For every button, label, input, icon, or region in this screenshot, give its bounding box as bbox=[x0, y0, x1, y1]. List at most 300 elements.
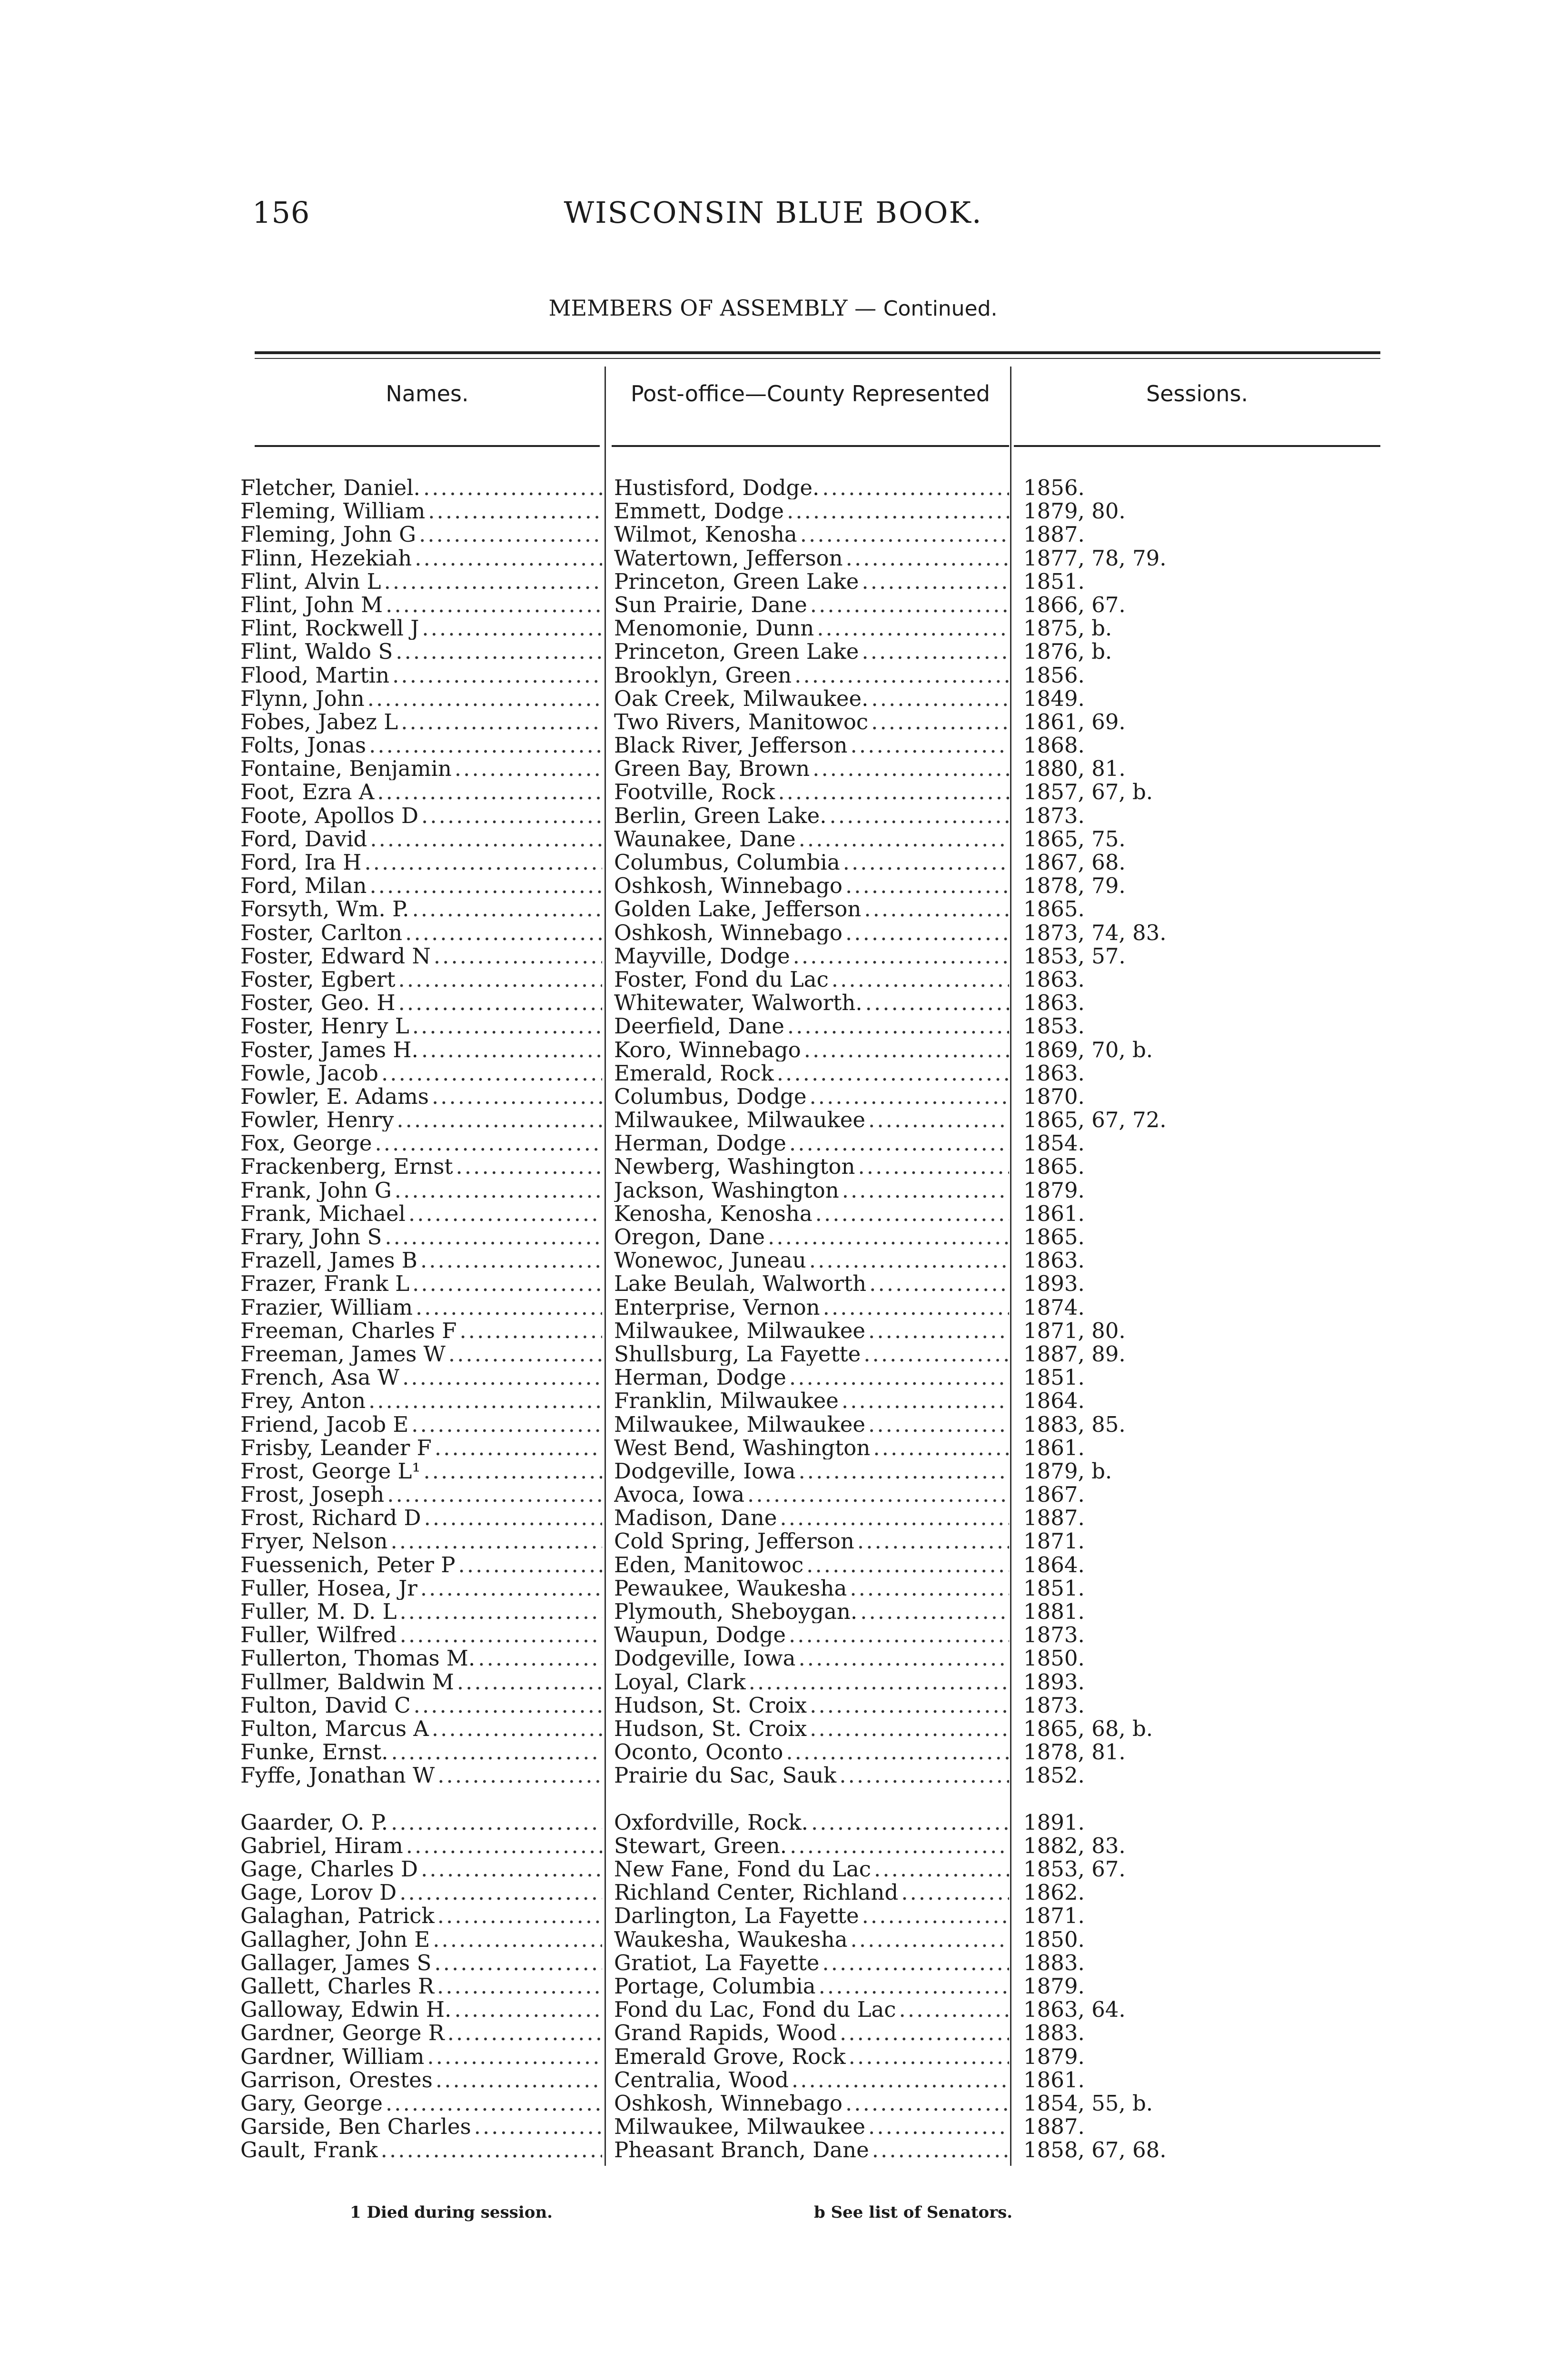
member-name-text: Funke, Ernst. bbox=[240, 1740, 388, 1764]
member-name-text: Fox, George bbox=[240, 1131, 372, 1155]
member-name bbox=[240, 921, 602, 944]
member-post-office bbox=[614, 944, 1009, 968]
member-name bbox=[240, 1038, 602, 1061]
member-name-text: Fowler, Henry bbox=[240, 1108, 394, 1132]
leader-dots bbox=[384, 570, 602, 593]
member-post-office-text: Oshkosh, Winnebago bbox=[614, 2091, 842, 2115]
column-header-names: Names. bbox=[386, 381, 469, 407]
member-name bbox=[240, 874, 602, 897]
member-post-office bbox=[614, 968, 1009, 991]
member-name-text: Frey, Anton bbox=[240, 1389, 366, 1413]
member-post-office-text: Hustisford, Dodge. bbox=[614, 476, 820, 500]
member-post-office-text: Kenosha, Kenosha bbox=[614, 1201, 813, 1225]
leader-dots bbox=[777, 1061, 1009, 1085]
member-post-office-text: Princeton, Green Lake bbox=[614, 640, 859, 664]
member-sessions: 1867, 68. bbox=[1023, 850, 1126, 875]
member-name-text: Flint, Alvin L bbox=[240, 569, 381, 593]
member-name-text: Folts, Jonas bbox=[240, 734, 367, 757]
member-name bbox=[240, 476, 602, 499]
leader-dots bbox=[863, 1342, 1009, 1366]
leader-dots bbox=[412, 897, 602, 921]
leader-dots bbox=[871, 710, 1009, 734]
member-post-office-text: Herman, Dodge bbox=[614, 1366, 786, 1389]
member-name-text: Fleming, John G bbox=[240, 523, 416, 546]
member-post-office-text: Oshkosh, Winnebago bbox=[614, 921, 842, 944]
member-post-office-text: Shullsburg, La Fayette bbox=[614, 1342, 861, 1366]
leader-dots bbox=[395, 1179, 602, 1202]
post-office-column bbox=[614, 476, 1009, 2162]
member-sessions: 1887. bbox=[1023, 522, 1085, 547]
member-name bbox=[240, 1740, 602, 1764]
leader-dots bbox=[798, 1646, 1009, 1670]
member-sessions: 1863, 64. bbox=[1023, 1997, 1126, 2023]
member-post-office-text: Stewart, Green. bbox=[614, 1834, 787, 1858]
member-name-text: Frazer, Frank L bbox=[240, 1272, 410, 1296]
leader-dots bbox=[819, 1974, 1009, 1998]
member-post-office-text: Sun Prairie, Dane bbox=[614, 593, 807, 617]
member-name bbox=[240, 851, 602, 874]
member-name bbox=[240, 1553, 602, 1577]
leader-dots bbox=[790, 1834, 1009, 1857]
member-name bbox=[240, 1764, 602, 1787]
member-name-text: Foster, Henry L bbox=[240, 1014, 409, 1038]
leader-dots bbox=[846, 546, 1009, 570]
leader-dots bbox=[749, 1670, 1009, 1694]
leader-dots bbox=[811, 1811, 1009, 1834]
section-title-text: MEMBERS OF ASSEMBLY — bbox=[548, 295, 877, 321]
member-name-text: Flint, Waldo S bbox=[240, 640, 393, 664]
leader-dots bbox=[800, 523, 1009, 546]
member-sessions: 1878, 81. bbox=[1023, 1739, 1126, 1765]
member-name bbox=[240, 1459, 602, 1483]
member-post-office bbox=[614, 1202, 1009, 1225]
leader-dots bbox=[865, 991, 1009, 1014]
member-name bbox=[240, 1951, 602, 1974]
member-sessions: 1881. bbox=[1023, 1599, 1085, 1624]
member-post-office-text: Dodgeville, Iowa bbox=[614, 1646, 796, 1670]
member-post-office-text: Milwaukee, Milwaukee bbox=[614, 1412, 866, 1436]
member-name bbox=[240, 1904, 602, 1927]
member-post-office-text: Grand Rapids, Wood bbox=[614, 2021, 837, 2045]
member-post-office bbox=[614, 1998, 1009, 2021]
leader-dots bbox=[406, 1834, 602, 1857]
leader-dots bbox=[367, 687, 602, 710]
member-name-text: Flint, John M bbox=[240, 593, 383, 617]
member-name bbox=[240, 734, 602, 757]
member-post-office bbox=[614, 2115, 1009, 2138]
leader-dots bbox=[845, 921, 1009, 944]
leader-dots bbox=[823, 1296, 1009, 1319]
member-sessions: 1887. bbox=[1023, 1505, 1085, 1531]
leader-dots bbox=[873, 1436, 1009, 1459]
member-post-office bbox=[614, 1857, 1009, 1881]
leader-dots bbox=[804, 1038, 1009, 1061]
member-name-text: Fullmer, Baldwin M bbox=[240, 1670, 454, 1694]
member-post-office-text: Emerald, Rock bbox=[614, 1061, 774, 1085]
member-post-office bbox=[614, 1506, 1009, 1529]
leader-dots bbox=[405, 921, 602, 944]
member-sessions: 1874. bbox=[1023, 1294, 1085, 1320]
member-post-office-text: Princeton, Green Lake bbox=[614, 569, 859, 593]
member-post-office bbox=[614, 1811, 1009, 1834]
member-sessions: 1879. bbox=[1023, 1973, 1085, 1999]
leader-dots bbox=[396, 1108, 602, 1131]
member-name bbox=[240, 1483, 602, 1506]
member-name-text: Frank, Michael bbox=[240, 1201, 406, 1225]
member-sessions: 1891. bbox=[1023, 1809, 1085, 1835]
member-post-office-text: New Fane, Fond du Lac bbox=[614, 1857, 871, 1881]
leader-dots bbox=[874, 1857, 1009, 1881]
member-sessions: 1863. bbox=[1023, 1248, 1085, 1273]
member-post-office bbox=[614, 687, 1009, 710]
member-sessions: 1863. bbox=[1023, 1060, 1085, 1086]
member-sessions: 1863. bbox=[1023, 990, 1085, 1016]
member-name-text: Fryer, Nelson bbox=[240, 1529, 388, 1553]
member-post-office-text: Wonewoc, Juneau bbox=[614, 1249, 806, 1272]
leader-dots bbox=[851, 1928, 1009, 1951]
member-name bbox=[240, 2045, 602, 2068]
footnote-senators: b See list of Senators. bbox=[814, 2203, 1013, 2222]
member-sessions: 1849. bbox=[1023, 685, 1085, 711]
member-name-text: Frost, Richard D bbox=[240, 1506, 421, 1530]
member-sessions: 1880, 81. bbox=[1023, 756, 1126, 782]
member-post-office-text: Cold Spring, Jefferson bbox=[614, 1529, 854, 1553]
member-post-office bbox=[614, 851, 1009, 874]
section-continued: Continued. bbox=[883, 297, 998, 321]
table-top-rule bbox=[255, 351, 1380, 354]
member-name bbox=[240, 546, 602, 570]
leader-dots bbox=[864, 897, 1009, 921]
group-gap bbox=[1023, 1787, 1357, 1811]
member-post-office-text: Plymouth, Sheboygan. bbox=[614, 1600, 858, 1624]
leader-dots bbox=[842, 1389, 1009, 1412]
leader-dots bbox=[845, 2092, 1009, 2115]
member-name bbox=[240, 1928, 602, 1951]
member-name bbox=[240, 1717, 602, 1740]
member-name bbox=[240, 1436, 602, 1459]
leader-dots bbox=[899, 1998, 1009, 2021]
member-name bbox=[240, 1131, 602, 1155]
member-name-text: Gallagher, John E bbox=[240, 1927, 430, 1951]
member-post-office-text: Eden, Manitowoc bbox=[614, 1553, 804, 1577]
member-name-text: Ford, Ira H bbox=[240, 851, 362, 874]
member-sessions: 1879. bbox=[1023, 2043, 1085, 2069]
member-sessions: 1865. bbox=[1023, 896, 1085, 922]
member-name bbox=[240, 897, 602, 921]
leader-dots bbox=[850, 1577, 1009, 1600]
member-sessions: 1858, 67, 68. bbox=[1023, 2137, 1167, 2163]
member-name-text: Fuller, M. D. L bbox=[240, 1600, 397, 1624]
member-post-office-text: Hudson, St. Croix bbox=[614, 1716, 807, 1741]
member-post-office bbox=[614, 2138, 1009, 2162]
leader-dots bbox=[414, 1694, 602, 1717]
leader-dots bbox=[381, 2138, 602, 2162]
member-name bbox=[240, 499, 602, 523]
member-sessions: 1862. bbox=[1023, 1880, 1085, 1905]
leader-dots bbox=[862, 570, 1009, 593]
member-name bbox=[240, 2092, 602, 2115]
member-name bbox=[240, 1646, 602, 1670]
member-name-text: Fleming, William bbox=[240, 499, 426, 523]
member-post-office-text: Herman, Dodge bbox=[614, 1131, 786, 1155]
member-post-office-text: Oak Creek, Milwaukee. bbox=[614, 686, 869, 710]
leader-dots bbox=[786, 1740, 1009, 1764]
member-sessions: 1861. bbox=[1023, 2067, 1085, 2092]
member-sessions: 1893. bbox=[1023, 1271, 1085, 1297]
member-post-office-text: Waupun, Dodge bbox=[614, 1623, 786, 1647]
leader-dots bbox=[843, 851, 1009, 874]
member-post-office-text: Jackson, Washington bbox=[614, 1178, 839, 1202]
member-name-text: Gabriel, Hiram bbox=[240, 1834, 403, 1858]
member-name bbox=[240, 2021, 602, 2044]
leader-dots bbox=[778, 780, 1009, 803]
member-post-office bbox=[614, 1483, 1009, 1506]
member-post-office bbox=[614, 1459, 1009, 1483]
member-name-text: Garside, Ben Charles bbox=[240, 2115, 471, 2139]
member-sessions: 1871. bbox=[1023, 1903, 1085, 1929]
member-sessions: 1856. bbox=[1023, 475, 1085, 500]
member-post-office bbox=[614, 546, 1009, 570]
member-post-office bbox=[614, 1670, 1009, 1694]
member-post-office bbox=[614, 664, 1009, 687]
member-name-text: Galloway, Edwin H. bbox=[240, 1998, 452, 2022]
member-name bbox=[240, 827, 602, 851]
member-name-text: Frisby, Leander F bbox=[240, 1436, 432, 1459]
member-name-text: Fletcher, Daniel. bbox=[240, 476, 420, 500]
leader-dots bbox=[810, 1694, 1009, 1717]
member-name-text: Foot, Ezra A bbox=[240, 780, 375, 804]
member-post-office bbox=[614, 1764, 1009, 1787]
member-name bbox=[240, 2138, 602, 2162]
member-sessions: 1870. bbox=[1023, 1083, 1085, 1109]
leader-dots bbox=[830, 804, 1009, 827]
member-name-text: Foster, Geo. H bbox=[240, 991, 396, 1015]
member-name-text: Foote, Apollos D bbox=[240, 803, 419, 827]
member-post-office-text: Foster, Fond du Lac bbox=[614, 967, 829, 992]
member-sessions: 1883, 85. bbox=[1023, 1411, 1126, 1437]
member-name-text: Forsyth, Wm. P. bbox=[240, 897, 409, 921]
leader-dots bbox=[391, 1740, 602, 1764]
header-rule-post-office bbox=[612, 445, 1009, 447]
member-post-office-text: Wilmot, Kenosha bbox=[614, 523, 797, 546]
leader-dots bbox=[457, 1670, 602, 1694]
member-name bbox=[240, 616, 602, 640]
member-name bbox=[240, 804, 602, 827]
member-name bbox=[240, 1974, 602, 1998]
member-name bbox=[240, 1108, 602, 1131]
member-post-office-text: Oshkosh, Winnebago bbox=[614, 874, 842, 898]
leader-dots bbox=[458, 1553, 602, 1577]
member-post-office-text: West Bend, Washington bbox=[614, 1436, 871, 1459]
leader-dots bbox=[456, 1155, 602, 1178]
member-post-office bbox=[614, 1529, 1009, 1553]
member-post-office bbox=[614, 1951, 1009, 1974]
member-post-office bbox=[614, 1389, 1009, 1412]
member-name bbox=[240, 1506, 602, 1529]
member-post-office-text: Columbus, Columbia bbox=[614, 851, 840, 874]
leader-dots bbox=[459, 1319, 602, 1342]
member-post-office-text: Oregon, Dane bbox=[614, 1225, 765, 1249]
member-post-office bbox=[614, 804, 1009, 827]
member-name-text: Gallett, Charles R bbox=[240, 1974, 435, 1998]
leader-dots bbox=[747, 1483, 1009, 1506]
leader-dots bbox=[789, 1131, 1009, 1155]
leader-dots bbox=[375, 1131, 602, 1155]
member-post-office bbox=[614, 1553, 1009, 1577]
member-name-text: Fowler, E. Adams bbox=[240, 1084, 429, 1109]
leader-dots bbox=[369, 734, 602, 757]
member-sessions: 1869, 70, b. bbox=[1023, 1037, 1153, 1062]
member-name bbox=[240, 1389, 602, 1412]
leader-dots bbox=[437, 1904, 602, 1927]
member-name bbox=[240, 757, 602, 780]
leader-dots bbox=[435, 1436, 602, 1459]
member-name-text: Frazell, James B bbox=[240, 1249, 417, 1272]
member-post-office bbox=[614, 2092, 1009, 2115]
leader-dots bbox=[419, 523, 602, 546]
member-sessions: 1883. bbox=[1023, 1950, 1085, 1975]
member-post-office bbox=[614, 827, 1009, 851]
member-post-office-text: Whitewater, Walworth. bbox=[614, 991, 862, 1015]
member-sessions: 1865, 67, 72. bbox=[1023, 1107, 1167, 1133]
member-name-text: Fuller, Wilfred bbox=[240, 1623, 397, 1647]
leader-dots bbox=[364, 851, 602, 874]
member-post-office bbox=[614, 1717, 1009, 1740]
member-post-office bbox=[614, 1342, 1009, 1366]
group-gap bbox=[614, 1787, 1009, 1811]
member-name bbox=[240, 1225, 602, 1249]
member-name-text: Freeman, James W bbox=[240, 1342, 446, 1366]
leader-dots bbox=[368, 1389, 602, 1412]
member-post-office bbox=[614, 1131, 1009, 1155]
leader-dots bbox=[799, 827, 1009, 851]
member-name bbox=[240, 1155, 602, 1178]
member-post-office bbox=[614, 1904, 1009, 1927]
header-rule-names bbox=[255, 445, 600, 447]
member-post-office-text: Waunakee, Dane bbox=[614, 827, 796, 851]
member-name bbox=[240, 2068, 602, 2092]
member-name-text: Freeman, Charles F bbox=[240, 1319, 457, 1342]
member-name-text: Gaarder, O. P. bbox=[240, 1810, 388, 1834]
leader-dots bbox=[822, 1951, 1009, 1974]
leader-dots bbox=[869, 1272, 1009, 1295]
member-post-office bbox=[614, 1928, 1009, 1951]
member-sessions: 1852. bbox=[1023, 1763, 1085, 1788]
member-post-office bbox=[614, 1436, 1009, 1459]
leader-dots bbox=[792, 2068, 1009, 2092]
member-post-office-text: Madison, Dane bbox=[614, 1506, 777, 1530]
member-sessions: 1851. bbox=[1023, 1575, 1085, 1601]
member-post-office bbox=[614, 1038, 1009, 1061]
member-post-office-text: Fond du Lac, Fond du Lac bbox=[614, 1998, 896, 2022]
member-post-office bbox=[614, 1577, 1009, 1600]
member-post-office-text: Waukesha, Waukesha bbox=[614, 1927, 848, 1951]
member-post-office bbox=[614, 1272, 1009, 1295]
member-sessions: 1854, 55, b. bbox=[1023, 2090, 1153, 2116]
member-name bbox=[240, 991, 602, 1014]
member-post-office bbox=[614, 734, 1009, 757]
leader-dots bbox=[412, 1014, 602, 1038]
member-post-office bbox=[614, 1249, 1009, 1272]
member-name bbox=[240, 1623, 602, 1646]
leader-dots bbox=[809, 1249, 1009, 1272]
leader-dots bbox=[810, 593, 1009, 616]
leader-dots bbox=[411, 1413, 602, 1436]
member-post-office bbox=[614, 640, 1009, 663]
leader-dots bbox=[437, 1974, 602, 1998]
leader-dots bbox=[399, 1881, 602, 1904]
member-post-office-text: Menomonie, Dunn bbox=[614, 616, 814, 640]
member-name-text: Gallager, James S bbox=[240, 1951, 432, 1974]
member-name-text: Friend, Jacob E bbox=[240, 1412, 409, 1436]
member-name bbox=[240, 1366, 602, 1389]
member-name-text: Fowle, Jacob bbox=[240, 1061, 378, 1085]
leader-dots bbox=[432, 1085, 602, 1108]
member-sessions: 1853. bbox=[1023, 1013, 1085, 1039]
member-name-text: Fuessenich, Peter P bbox=[240, 1553, 456, 1577]
member-post-office-text: Milwaukee, Milwaukee bbox=[614, 1319, 866, 1342]
table-top-rule-thin bbox=[255, 358, 1380, 359]
leader-dots bbox=[437, 1764, 602, 1787]
member-sessions: 1873, 74, 83. bbox=[1023, 920, 1167, 945]
leader-dots bbox=[369, 874, 602, 897]
member-post-office-text: Hudson, St. Croix bbox=[614, 1693, 807, 1717]
member-name bbox=[240, 1319, 602, 1342]
member-sessions: 1865, 68, b. bbox=[1023, 1716, 1153, 1741]
leader-dots bbox=[868, 1319, 1009, 1342]
leader-dots bbox=[901, 1881, 1009, 1904]
member-post-office-text: Mayville, Dodge bbox=[614, 944, 790, 968]
section-title bbox=[0, 295, 1546, 321]
member-name bbox=[240, 1202, 602, 1225]
leader-dots bbox=[448, 1342, 602, 1366]
member-name bbox=[240, 944, 602, 968]
member-post-office-text: Milwaukee, Milwaukee bbox=[614, 2115, 866, 2139]
column-divider-1 bbox=[605, 367, 606, 2166]
member-post-office bbox=[614, 1085, 1009, 1108]
member-post-office bbox=[614, 921, 1009, 944]
member-name bbox=[240, 1670, 602, 1694]
member-sessions: 1857, 67, b. bbox=[1023, 779, 1153, 805]
member-sessions: 1853, 57. bbox=[1023, 943, 1126, 969]
member-sessions: 1879. bbox=[1023, 1177, 1085, 1203]
member-post-office-text: Koro, Winnebago bbox=[614, 1038, 801, 1061]
member-post-office bbox=[614, 1014, 1009, 1038]
member-post-office bbox=[614, 991, 1009, 1014]
member-sessions: 1856. bbox=[1023, 662, 1085, 688]
leader-dots bbox=[427, 2045, 602, 2068]
member-name bbox=[240, 570, 602, 593]
member-sessions: 1850. bbox=[1023, 1646, 1085, 1671]
member-post-office bbox=[614, 2021, 1009, 2044]
member-name-text: Foster, Egbert bbox=[240, 967, 396, 992]
member-post-office bbox=[614, 1319, 1009, 1342]
member-post-office bbox=[614, 780, 1009, 803]
leader-dots bbox=[860, 1600, 1009, 1623]
member-post-office bbox=[614, 1155, 1009, 1178]
member-sessions: 1864. bbox=[1023, 1388, 1085, 1414]
member-name-text: Fulton, David C bbox=[240, 1693, 411, 1717]
leader-dots bbox=[806, 1553, 1009, 1577]
member-post-office bbox=[614, 1225, 1009, 1249]
leader-dots bbox=[377, 780, 602, 803]
leader-dots bbox=[817, 616, 1009, 640]
member-name bbox=[240, 1179, 602, 1202]
member-name-text: Fullerton, Thomas M. bbox=[240, 1646, 476, 1670]
member-sessions: 1865. bbox=[1023, 1224, 1085, 1250]
leader-dots bbox=[423, 476, 602, 499]
sessions-column bbox=[1023, 476, 1357, 2162]
